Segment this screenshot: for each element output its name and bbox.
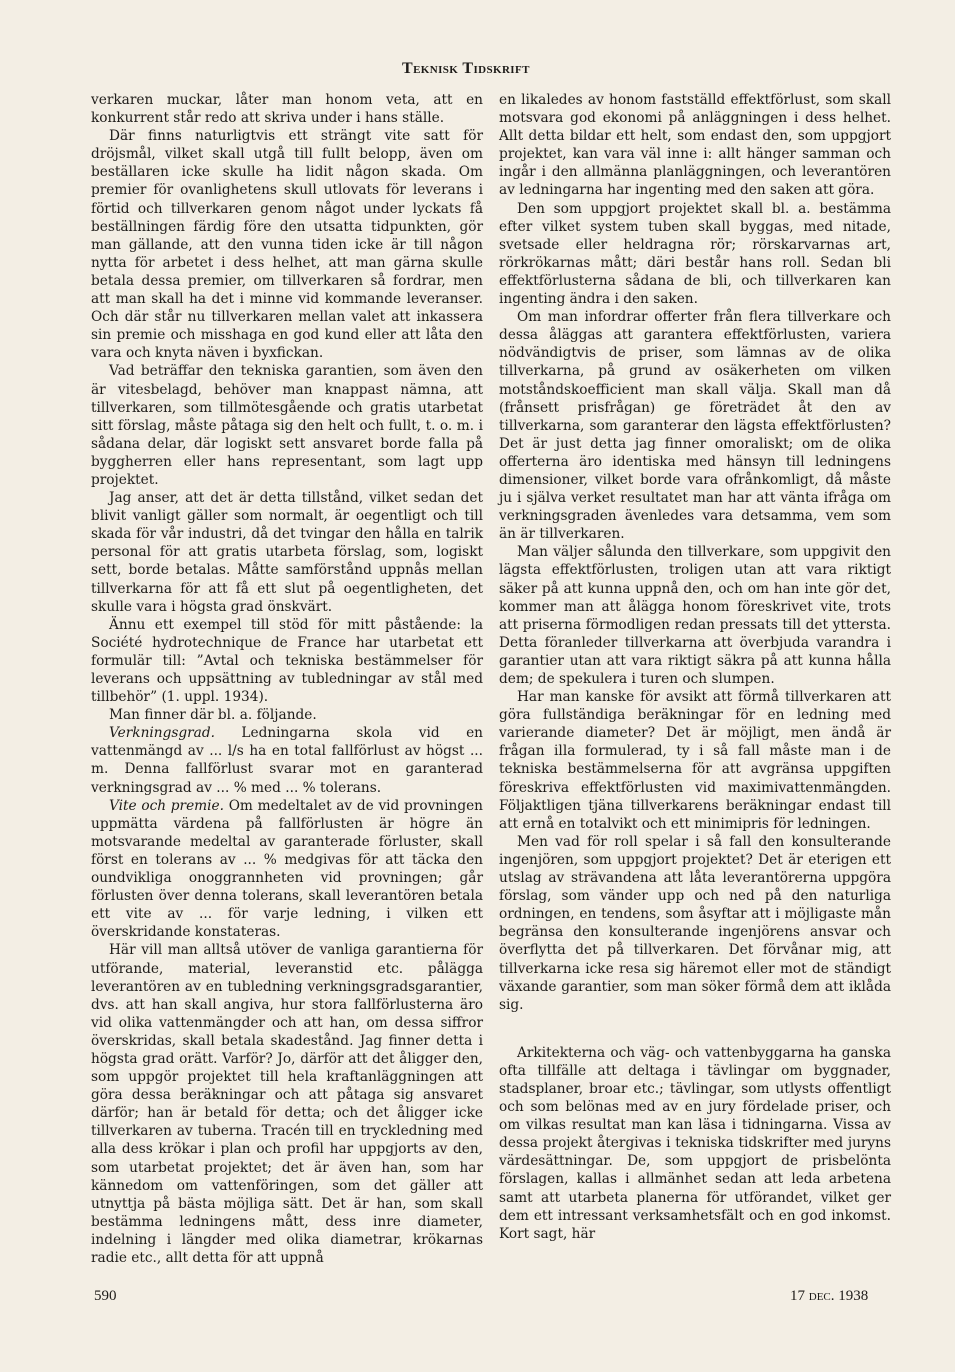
paragraph-text: Ledningarna skola vid en vattenmängd av ... l/s ha en total fallförlust av högst ... m. Denna fallförlust svarar mot en garanterad verkningsgrad av ... % med ... % tolerans. bbox=[91, 725, 483, 796]
paragraph-text: Ännu ett exempel till stöd för mitt påstående: la Société hydrotechnique de France har utarbetat ett formulär till: ”Avtal och tekniska bestämmelser för leverans och uppsättning av tubledningar av stål med tillbehör” (1. uppl. 1934). bbox=[91, 616, 483, 706]
issue-date-month: dec. bbox=[808, 1288, 835, 1304]
paragraph bbox=[91, 941, 483, 1267]
paragraph-text: Men vad för roll spelar i så fall den konsulterande ingenjören, som uppgjort projektet? Det är eterigen ett utslag av strävandena att låta leverantörerna uppgöra förslag, som vänder upp och ned på den naturliga ordningen, en tendens, som åsyftar att i möjligaste mån begränsa den konsulterande ingenjörens ansvar och överflytta det på tillverkaren. Det förvånar mig, att tillverkarna icke resa sig häremot eller mot de ständigt växande garantier, som man söker förmå dem att iklåda sig. bbox=[499, 833, 891, 1013]
paragraph bbox=[91, 127, 483, 362]
paragraph bbox=[91, 362, 483, 489]
paragraph-text: Man finner där bl. a. följande. bbox=[109, 707, 317, 724]
paragraph bbox=[91, 489, 483, 616]
left-text-column bbox=[91, 91, 483, 1267]
paragraph bbox=[499, 308, 891, 543]
paragraph-text: Har man kanske för avsikt att förmå tillverkaren att göra fullständiga beräkningar för en ledning med varierande diameter? Det är möjligt, men ändå är frågan illa formulerad, ty i så fall måste man i de tekniska bestämmelserna för att avgränsa uppgiften föreskriva effektförlusten vid maximivattenmängden. Följaktligen tjäna tillverkarens beräkningar endast till att ernå en totalvikt och ett minimipris för ledningen. bbox=[499, 689, 891, 832]
issue-date-year: 1938 bbox=[838, 1288, 869, 1304]
issue-date-day: 17 bbox=[790, 1288, 805, 1304]
paragraph-text: en likaledes av honom fastställd effektförlust, som skall motsvara god ekonomi på anläggningen i dess helhet. Allt detta bildar ett helt, som endast den, som uppgjort projektet, kan vara väl inne i: allt hänger samman och ingår i den allmänna planläggningen, och leverantören av ledningarna har ingenting med den saken att göra. bbox=[499, 92, 891, 199]
paragraph bbox=[91, 797, 483, 942]
paragraph-lead: Vite och premie. bbox=[109, 797, 224, 814]
paragraph-text: Där finns naturligtvis ett strängt vite satt för dröjsmål, vilket skall utgå till fullt belopp, även om beställaren icke skulle ha lidit någon skada. Om premier för ovanlighetens skull utlovats för leverans i förtid och tillverkaren genom något under lyckats få beställningen färdig före den utsatta tidpunkten, gör man gällande, att den vunna tiden icke är till någon nytta för arbetet i dess helhet, att man gärna skulle betala dessa premier, om tillverkaren så fordrar, men att man skall ha det i minne vid kommande leveranser. Och där står nu tillverkaren mellan valet att inkassera sin premie och misshaga en god kund eller att låta den vara och knyta näven i byxfickan. bbox=[91, 128, 483, 362]
paragraph bbox=[91, 706, 483, 724]
paragraph-text: Om medeltalet av de vid provningen uppmätta värdena på fallförlusten är högre än motsvarande medeltal av garanterade förluster, skall först en tolerans av ... % medgivas för att täcka den oundvikliga onoggrannheten vid provningen; går förlusten över denna tolerans, skall leverantören betala ett vite av ... för varje ledning, i vilken ett överskridande konstateras. bbox=[91, 797, 483, 941]
paragraph-text: Man väljer sålunda den tillverkare, som uppgivit den lägsta effektförlusten, troligen utan att vara riktigt säker på att kunna uppnå den, och om han inte gör det, kommer man att ålägga honom föreskrivet vite, trots att priserna förmodligen redan pressats till det yttersta. Detta föranleder tillverkarna att överbjuda varandra i garantier utan att vara riktigt säkra på att kunna hålla dem; de spekulera i turen och slumpen. bbox=[499, 544, 891, 687]
paragraph-lead: Verkningsgrad. bbox=[109, 725, 215, 742]
paragraph bbox=[499, 200, 891, 309]
paragraph bbox=[91, 724, 483, 796]
paragraph bbox=[91, 91, 483, 127]
paragraph bbox=[499, 833, 891, 1014]
journal-masthead: Teknisk Tidskrift bbox=[402, 60, 530, 77]
right-text-column bbox=[499, 91, 891, 1243]
paragraph bbox=[499, 1044, 891, 1243]
paragraph-text: Jag anser, att det är detta tillstånd, vilket sedan det blivit vanligt gäller som normalt, är oegentligt och till skada för vår industri, då det tvingar den hålla en talrik personal för att gratis utarbeta förslag, som, logiskt sett, borde betalas. Måtte samförstånd uppnås mellan tillverkarna för att få ett slut på oegentligheten, det skulle vara i högsta grad önskvärt. bbox=[91, 490, 483, 615]
paragraph-text: verkaren muckar, låter man honom veta, att en konkurrent står redo att skriva under i hans ställe. bbox=[91, 92, 483, 127]
paragraph-text: Vad beträffar den tekniska garantien, som även den är vitesbelagd, behöver man knappast nämna, att tillverkaren, som tillmötesgående och gratis utarbetat sitt förslag, måste påtaga sig den helt och fullt, t. o. m. i sådana delar, där logiskt sett ansvaret borde falla på byggherren eller hans representant, som lagt upp projektet. bbox=[91, 363, 483, 488]
page-number: 590 bbox=[94, 1288, 117, 1304]
paragraph-text: Här vill man alltså utöver de vanliga garantierna för utförande, material, leveranstid etc. pålägga leverantören av en tubledning verkningsgradsgarantier, dvs. att han skall angiva, hur stora fallförlusterna äro vid olika vattenmängder och att han, om dessa siffror överskridas, skall betala skadestånd. Jag finner detta i högsta grad orätt. Varför? Jo, därför att det åligger den, som uppgör projektet till hela kraftanläggningen att göra dessa beräkningar och att påtaga sig ansvaret därför; han är betald för detta; och det åligger icke tillverkaren av tuberna. Tracén till en tryckledning med alla dess krökar i plan och profil har uppgjorts av den, som utarbetat projektet; det är även han, som har kännedom om vattenföringen, som det gäller att utnyttja på bästa möjliga sätt. Det är han, som skall bestämma ledningens mått, dess inre diameter, indelning i längder med olika diametrar, krökarnas radie etc., allt detta för att uppnå bbox=[91, 942, 483, 1266]
issue-date bbox=[790, 1288, 868, 1305]
paragraph-text: Den som uppgjort projektet skall bl. a. bestämma efter vilket system tuben skall byggas, med nitade, svetsade eller heldragna rör; rörskarvarnas art, rörkrökarnas mått; däri består hans roll. Sedan bli effektförlusterna sådana de bli, och tillverkaren kan ingenting ändra i den saken. bbox=[499, 200, 891, 308]
paragraph-text: Om man infordrar offerter från flera tillverkare och dessa åläggas att garantera effektförlusten, variera nödvändigtvis de priser, som lämnas av de olika tillverkarna, på grund av osäkerheten om vilken motståndskoefficient man skall välja. Skall man då (frånsett prisfrågan) ge företrädet åt den av tillverkarna, som garanterar den lägsta effektförlusten? Det är just detta jag finner omoraliskt; om de olika offerterna äro identiska med hänsyn till ledningens dimensioner, vilket borde vara ofrånkomligt, då måste ju i själva verket resultatet man har att vänta ifråga om verkningsgraden ävenledes vara detsamma, vem som än är tillverkaren. bbox=[499, 309, 891, 543]
paragraph bbox=[499, 543, 891, 688]
paragraph bbox=[499, 91, 891, 200]
paragraph-text: Arkitekterna och väg- och vattenbyggarna ha ganska ofta tillfälle att deltaga i tävlingar om byggnader, stadsplaner, broar etc.; tävlingar, som utlysts offentligt och som belönas med av en jury fördelade priser, och om vilkas resultat man kan läsa i tidningarna. Vissa av dessa projekt återgivas i tekniska tidskrifter med juryns värdesättningar. De, som uppgjort de prisbelönta förslagen, kallas i allmänhet sedan att leda arbetena samt att utarbeta planerna för utförandet, vilket ger dem ett intressant verksamhetsfält och en god inkomst. Kort sagt, här bbox=[499, 1044, 891, 1242]
paragraph bbox=[499, 688, 891, 833]
paragraph bbox=[91, 616, 483, 706]
